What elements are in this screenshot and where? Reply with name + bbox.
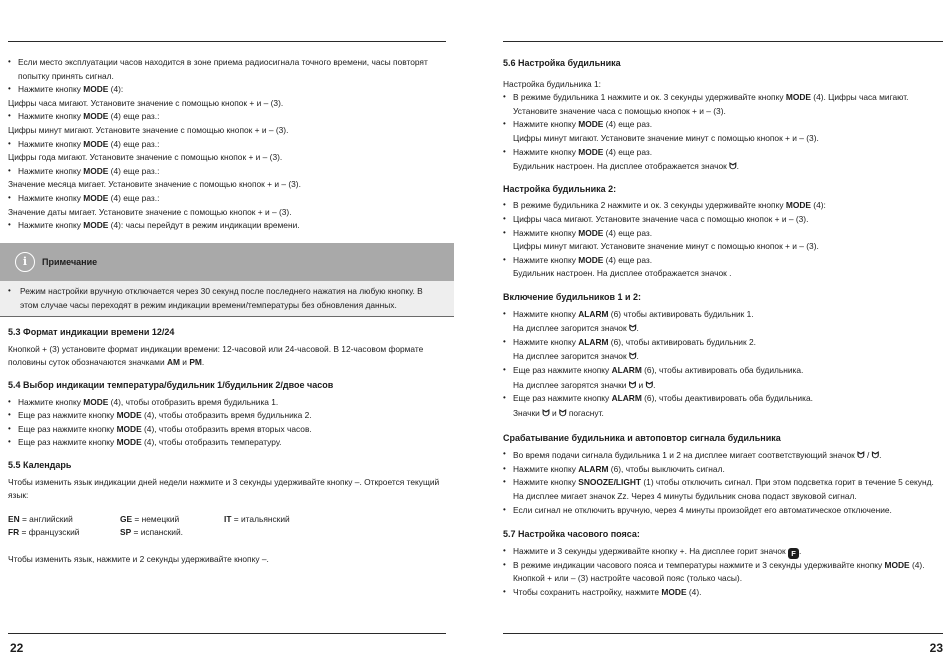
- list-item: • Еще раз нажмите кнопку ALARM (6), чтобы активировать оба будильника.: [503, 364, 943, 378]
- alarm-bell-icon: ᗢ: [542, 407, 550, 418]
- language-entry: FR = французский: [8, 527, 80, 538]
- info-icon: i: [15, 252, 35, 272]
- paragraph: Цифры минут мигают. Установите значение минут с помощью кнопок + и – (3).: [513, 241, 819, 252]
- section-heading-5-7: 5.7 Настройка часового пояса:: [503, 529, 640, 540]
- list-item: • Нажмите кнопку MODE (4) еще раз.: [503, 146, 943, 160]
- section-heading-5-4: 5.4 Выбор индикации температура/будильник 1/будильник 2/двое часов: [8, 379, 334, 390]
- alarm-bell-icon: ᗢ: [645, 379, 654, 390]
- top-rule: [8, 41, 446, 42]
- left-content: [8, 56, 446, 567]
- right-content: [503, 56, 943, 600]
- section-heading-5-5: 5.5 Календарь: [8, 459, 72, 470]
- list-item: • Нажмите кнопку SNOOZE/LIGHT (1) чтобы отключить сигнал. При этом подсветка горит в течение 5 секунд. На дисплее мигает значок Zz. Через 4 минуты будильник снова подаст звуковой сигнал.: [503, 476, 943, 503]
- date-line: Значение даты мигает. Установите значение с помощью кнопок + и – (3).: [8, 206, 292, 217]
- language-table: [8, 513, 446, 540]
- list-item: • Нажмите кнопку ALARM (6) чтобы активировать будильник 1.: [503, 308, 943, 322]
- list-item: • Нажмите кнопку ALARM (6), чтобы активировать будильник 2.: [503, 336, 943, 350]
- paragraph: На дисплее загорится значок ᗢ.: [503, 321, 943, 336]
- section-heading-5-6: 5.6 Настройка будильника: [503, 58, 621, 68]
- language-entry: GE = немецкий: [120, 513, 180, 524]
- alarm-bell-icon: ᗢ: [729, 161, 737, 172]
- paragraph: Будильник настроен. На дисплее отображается значок ᗢ.: [503, 159, 943, 174]
- paragraph: Кнопкой + (3) установите формат индикации времени: 12-часовой или 24-часовой. В 12-часовом формате половины суток обозначаются значками AM и PM.: [8, 343, 424, 368]
- list-item: • Еще раз нажмите кнопку MODE (4), чтобы отобразить температуру.: [8, 436, 446, 450]
- list-item: • Нажмите кнопку ALARM (6), чтобы выключить сигнал.: [503, 463, 943, 477]
- alarm-bell-icon: ᗢ: [628, 351, 637, 362]
- list-item: • Нажмите кнопку MODE (4) еще раз.: [503, 227, 943, 241]
- list-item: • Нажмите кнопку MODE (4) еще раз.:: [8, 110, 446, 124]
- language-entry: IT = итальянский: [224, 513, 290, 524]
- bottom-rule: [8, 633, 446, 634]
- page-number: 23: [929, 641, 943, 655]
- list-item: • В режиме будильника 1 нажмите и ок. 3 секунды удерживайте кнопку MODE (4). Цифры часа мигают. Установите значение часа с помощью кнопок + и – (3).: [503, 91, 943, 118]
- alarm-bell-icon: ᗢ: [628, 323, 637, 334]
- paragraph: Цифры минут мигают. Установите значение минут с помощью кнопок + и – (3).: [513, 133, 819, 144]
- list-item: • Еще раз нажмите кнопку MODE (4), чтобы отобразить время будильника 2.: [8, 409, 446, 423]
- right-page: [503, 0, 943, 670]
- bottom-rule: [503, 633, 943, 634]
- section-heading-5-3: 5.3 Формат индикации времени 12/24: [8, 327, 175, 338]
- paragraph: Значки ᗢ и ᗢ погаснут.: [503, 406, 943, 421]
- list-item: • Режим настройки вручную отключается через 30 секунд после последнего нажатия на любую кнопку. В этом случае часы переходят в режим индикации времени/температуры без обновления данных.: [8, 285, 442, 312]
- list-item: • Нажмите кнопку MODE (4) еще раз.:: [8, 138, 446, 152]
- hours-line: Цифры часа мигают. Установите значение с помощью кнопок + и – (3).: [8, 97, 284, 108]
- display-mode-list: [8, 396, 446, 450]
- list-item: • Нажмите кнопку MODE (4):: [8, 83, 446, 97]
- page-number: 22: [10, 641, 24, 655]
- alarm-bell-icon: ᗢ: [871, 450, 880, 461]
- language-entry: SP = испанский.: [120, 527, 183, 538]
- note-header: [0, 243, 454, 281]
- list-item: • Если место эксплуатации часов находится в зоне приема радиосигнала точного времени, часы повторят попытку принять сигнал.: [8, 56, 446, 83]
- note-title: Примечание: [42, 256, 98, 267]
- list-item: • Еще раз нажмите кнопку MODE (4), чтобы отобразить время вторых часов.: [8, 423, 446, 437]
- list-item: • Нажмите кнопку MODE (4) еще раз.: [503, 254, 943, 268]
- list-item: • В режиме будильника 2 нажмите и ок. 3 секунды удерживайте кнопку MODE (4):: [503, 199, 943, 213]
- alarm-bell-icon: ᗢ: [628, 379, 637, 390]
- list-item: • Нажмите кнопку MODE (4) еще раз.: [503, 118, 943, 132]
- year-line: Цифры года мигают. Установите значение с помощью кнопок + и – (3).: [8, 152, 283, 163]
- list-item: • Нажмите кнопку MODE (4) еще раз.:: [8, 165, 446, 179]
- list-item: • В режиме индикации часового пояса и температуры нажмите и 3 секунды удерживайте кнопку MODE (4). Кнопкой + или – (3) настройте часовой пояс (только часы).: [503, 559, 943, 586]
- paragraph: Чтобы изменить язык, нажмите и 2 секунды удерживайте кнопку –.: [8, 553, 269, 564]
- subheading-alarms-on: Включение будильников 1 и 2:: [503, 292, 642, 303]
- left-page: [8, 0, 446, 670]
- list-item: • Цифры часа мигают. Установите значение часа с помощью кнопок + и – (3).: [503, 213, 943, 227]
- list-item: • Во время подачи сигнала будильника 1 и 2 на дисплее мигает соответствующий значок ᗢ / ᗢ.: [503, 448, 943, 463]
- paragraph: Чтобы изменить язык индикации дней недели нажмите и 3 секунды удерживайте кнопку –. Откроется текущий язык:: [8, 476, 440, 501]
- list-item: • Если сигнал не отключить вручную, через 4 минуты произойдет его автоматическое отключение.: [503, 504, 943, 518]
- alarm-bell-icon: ᗢ: [857, 450, 865, 461]
- paragraph: Будильник настроен. На дисплее отображается значок .: [513, 268, 732, 279]
- list-item: • Еще раз нажмите кнопку ALARM (6), чтобы деактивировать оба будильника.: [503, 392, 943, 406]
- timezone-f-icon: F: [788, 548, 799, 559]
- list-item: • Чтобы сохранить настройку, нажмите MODE (4).: [503, 586, 943, 600]
- paragraph: На дисплее загорится значок ᗢ.: [503, 349, 943, 364]
- subheading-snooze: Срабатывание будильника и автоповтор сигнала будильника: [503, 432, 781, 443]
- list-item: • Нажмите кнопку MODE (4), чтобы отобразить время будильника 1.: [8, 396, 446, 410]
- minutes-line: Цифры минут мигают. Установите значение с помощью кнопок + и – (3).: [8, 125, 289, 136]
- note-body: [0, 281, 454, 317]
- list-item: • Нажмите и 3 секунды удерживайте кнопку +. На дисплее горит значок F .: [503, 545, 943, 559]
- paragraph: На дисплее загорятся значки ᗢ и ᗢ.: [503, 378, 943, 393]
- month-line: Значение месяца мигает. Установите значение с помощью кнопок + и – (3).: [8, 179, 301, 190]
- language-entry: EN = английский: [8, 513, 73, 524]
- alarm-bell-icon: ᗢ: [559, 407, 567, 418]
- subheading-alarm-2: Настройка будильника 2:: [503, 183, 617, 194]
- list-item: • Нажмите кнопку MODE (4) еще раз.:: [8, 192, 446, 206]
- setup-steps-list: [8, 56, 446, 97]
- list-item: • Нажмите кнопку MODE (4): часы перейдут в режим индикации времени.: [8, 219, 446, 233]
- subheading: Настройка будильника 1:: [503, 78, 602, 89]
- top-rule: [503, 41, 943, 42]
